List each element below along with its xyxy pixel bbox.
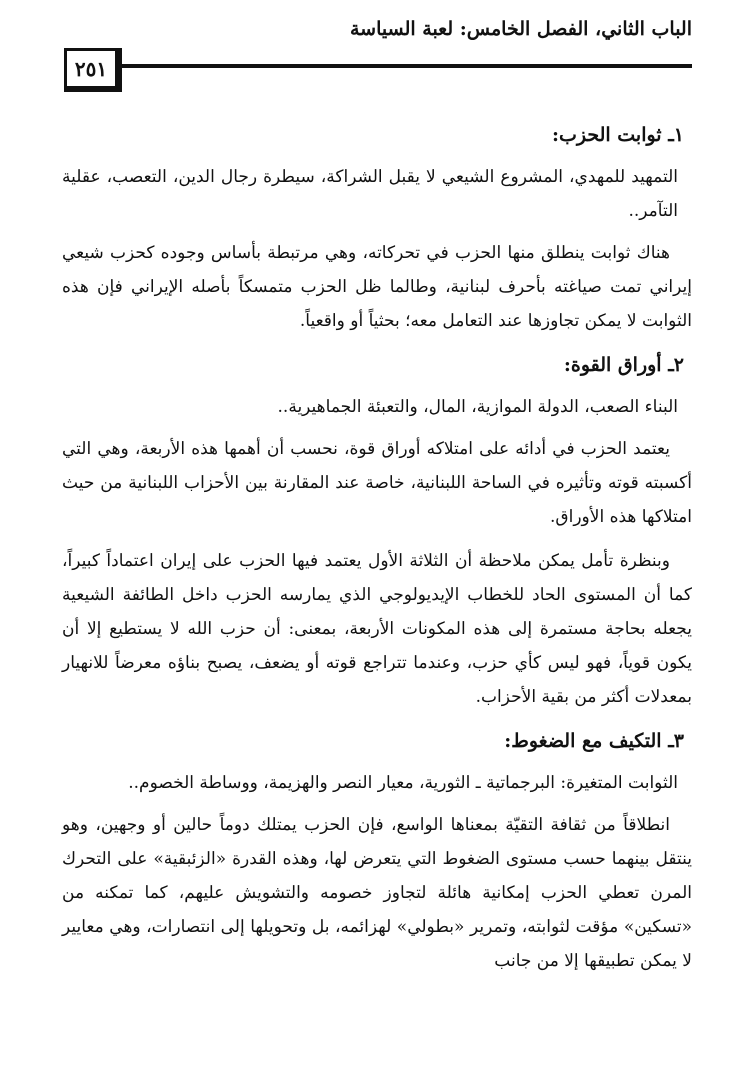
section-summary-adapting-to-pressure: الثوابت المتغيرة: البرجماتية ـ الثورية، معيار النصر والهزيمة، ووساطة الخصوم..	[128, 773, 678, 793]
section-heading-constants: ١ـ ثوابت الحزب:	[551, 124, 684, 146]
page-body	[62, 118, 692, 988]
section-heading-power-cards: ٢ـ أوراق القوة:	[563, 354, 684, 376]
section-heading-adapting-to-pressure: ٣ـ التكيف مع الضغوط:	[504, 730, 684, 752]
running-header-title: الباب الثاني، الفصل الخامس: لعبة السياسة	[350, 18, 692, 40]
section-summary-constants: التمهيد للمهدي، المشروع الشيعي لا يقبل الشراكة، سيطرة رجال الدين، التعصب، عقلية التآمر..	[62, 167, 678, 221]
paragraph: يعتمد الحزب في أدائه على امتلاكه أوراق قوة، نحسب أن أهمها هذه الأربعة، وهي التي أكسبته قوته وتأثيره في الساحة اللبنانية، خاصة عند المقارنة بين الأحزاب اللبنانية من حيث امتلاكها هذه الأوراق.	[62, 439, 692, 527]
page-number: ٢٥١	[64, 48, 122, 92]
section-summary-power-cards: البناء الصعب، الدولة الموازية، المال، والتعبئة الجماهيرية..	[277, 397, 678, 417]
paragraph: هناك ثوابت ينطلق منها الحزب في تحركاته، وهي مرتبطة بأساس وجوده كحزب شيعي إيراني تمت صياغته بأحرف لبنانية، وطالما ظل الحزب متمسكاً بأصله الإيراني فإن هذه الثوابت لا يمكن تجاوزها عند التعامل معه؛ بحثياً أو واقعياً.	[62, 243, 692, 331]
paragraph: انطلاقاً من ثقافة التقيّة بمعناها الواسع، فإن الحزب يمتلك دوماً حالين أو وجهين، وهو ينتقل بينهما حسب مستوى الضغوط التي يتعرض لها، وهذه القدرة «الزئبقية» على التحرك المرن تعطي الحزب إمكانية هائلة لتجاوز خصومه والتشويش عليهم، كما تمكنه من «تسكين» مؤقت لثوابته، وتمرير «بطولي» لهزائمه، بل وتحويلها إلى انتصارات، وهي معايير لا يمكن تطبيقها إلا من جانب	[62, 815, 692, 971]
paragraph: وبنظرة تأمل يمكن ملاحظة أن الثلاثة الأول يعتمد فيها الحزب على إيران اعتماداً كبيراً، كما أن المستوى الحاد للخطاب الإيديولوجي الذي يمارسه الحزب داخل الطائفة الشيعية يجعله بحاجة مستمرة إلى هذه المكونات الأربعة، بمعنى: أن حزب الله لا يستطيع إلا أن يكون قوياً، فهو ليس كأي حزب، وعندما تتراجع قوته أو يضعف، يصبح بناؤه معرضاً للانهيار بمعدلات أكثر من بقية الأحزاب.	[62, 551, 692, 707]
header-rule	[120, 64, 692, 68]
